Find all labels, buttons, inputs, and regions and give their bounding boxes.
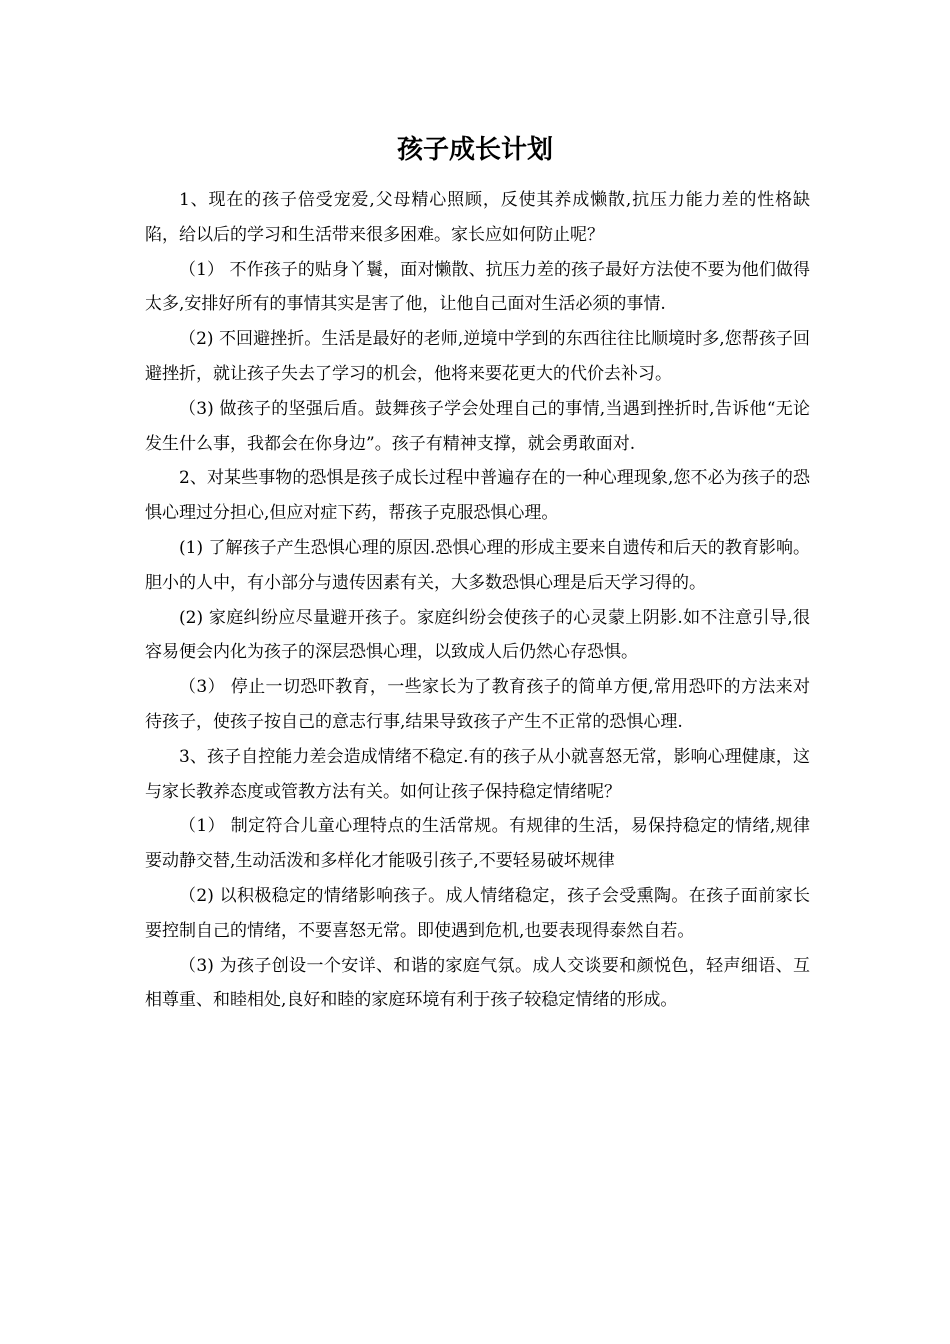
paragraph-2-2: (2) 家庭纠纷应尽量避开孩子。家庭纠纷会使孩子的心灵蒙上阴影.如不注意引导,很容易便会内化为孩子的深层恐惧心理，以致成人后仍然心存恐惧。 <box>145 607 810 663</box>
paragraph-1: 1、现在的孩子倍受宠爱,父母精心照顾，反使其养成懒散,抗压力能力差的性格缺陷，给以后的学习和生活带来很多困难。家长应如何防止呢？ <box>145 190 810 245</box>
paragraph-2-1: (1) 了解孩子产生恐惧心理的原因.恐惧心理的形成主要来自遗传和后天的教育影响。胆小的人中，有小部分与遗传因素有关，大多数恐惧心理是后天学习得的。 <box>145 537 810 593</box>
document-body <box>145 183 810 1018</box>
paragraph-2-3: （3） 停止一切恐吓教育，一些家长为了教育孩子的简单方便,常用恐吓的方法来对待孩子，使孩子按自己的意志行事,结果导致孩子产生不正常的恐惧心理. <box>145 677 810 732</box>
paragraph-2: 2、对某些事物的恐惧是孩子成长过程中普遍存在的一种心理现象,您不必为孩子的恐惧心理过分担心,但应对症下药，帮孩子克服恐惧心理。 <box>145 468 810 524</box>
paragraph-3-1: （1） 制定符合儿童心理特点的生活常规。有规律的生活，易保持稳定的情绪,规律要动静交替,生动活泼和多样化才能吸引孩子,不要轻易破坏规律 <box>145 816 810 872</box>
document-title: 孩子成长计划 <box>396 135 553 165</box>
paragraph-3: 3、孩子自控能力差会造成情绪不稳定.有的孩子从小就喜怒无常，影响心理健康，这与家长教养态度或管教方法有关。如何让孩子保持稳定情绪呢？ <box>145 746 810 802</box>
paragraph-3-3: （3) 为孩子创设一个安详、和谐的家庭气氛。成人交谈要和颜悦色，轻声细语、互相尊重、和睦相处,良好和睦的家庭环境有利于孩子较稳定情绪的形成。 <box>145 955 810 1011</box>
paragraph-1-1: （1） 不作孩子的贴身丫鬟，面对懒散、抗压力差的孩子最好方法使不要为他们做得太多,安排好所有的事情其实是害了他，让他自己面对生活必须的事情. <box>145 259 810 315</box>
paragraph-1-2: （2) 不回避挫折。生活是最好的老师,逆境中学到的东西往往比顺境时多,您帮孩子回避挫折，就让孩子失去了学习的机会，他将来要花更大的代价去补习。 <box>145 329 810 384</box>
paragraph-1-3: （3) 做孩子的坚强后盾。鼓舞孩子学会处理自己的事情,当遇到挫折时,告诉他“无论发生什么事，我都会在你身边”。孩子有精神支撑，就会勇敢面对. <box>145 398 810 454</box>
paragraph-3-2: （2) 以积极稳定的情绪影响孩子。成人情绪稳定，孩子会受熏陶。在孩子面前家长要控制自己的情绪，不要喜怒无常。即使遇到危机,也要表现得泰然自若。 <box>145 885 810 941</box>
